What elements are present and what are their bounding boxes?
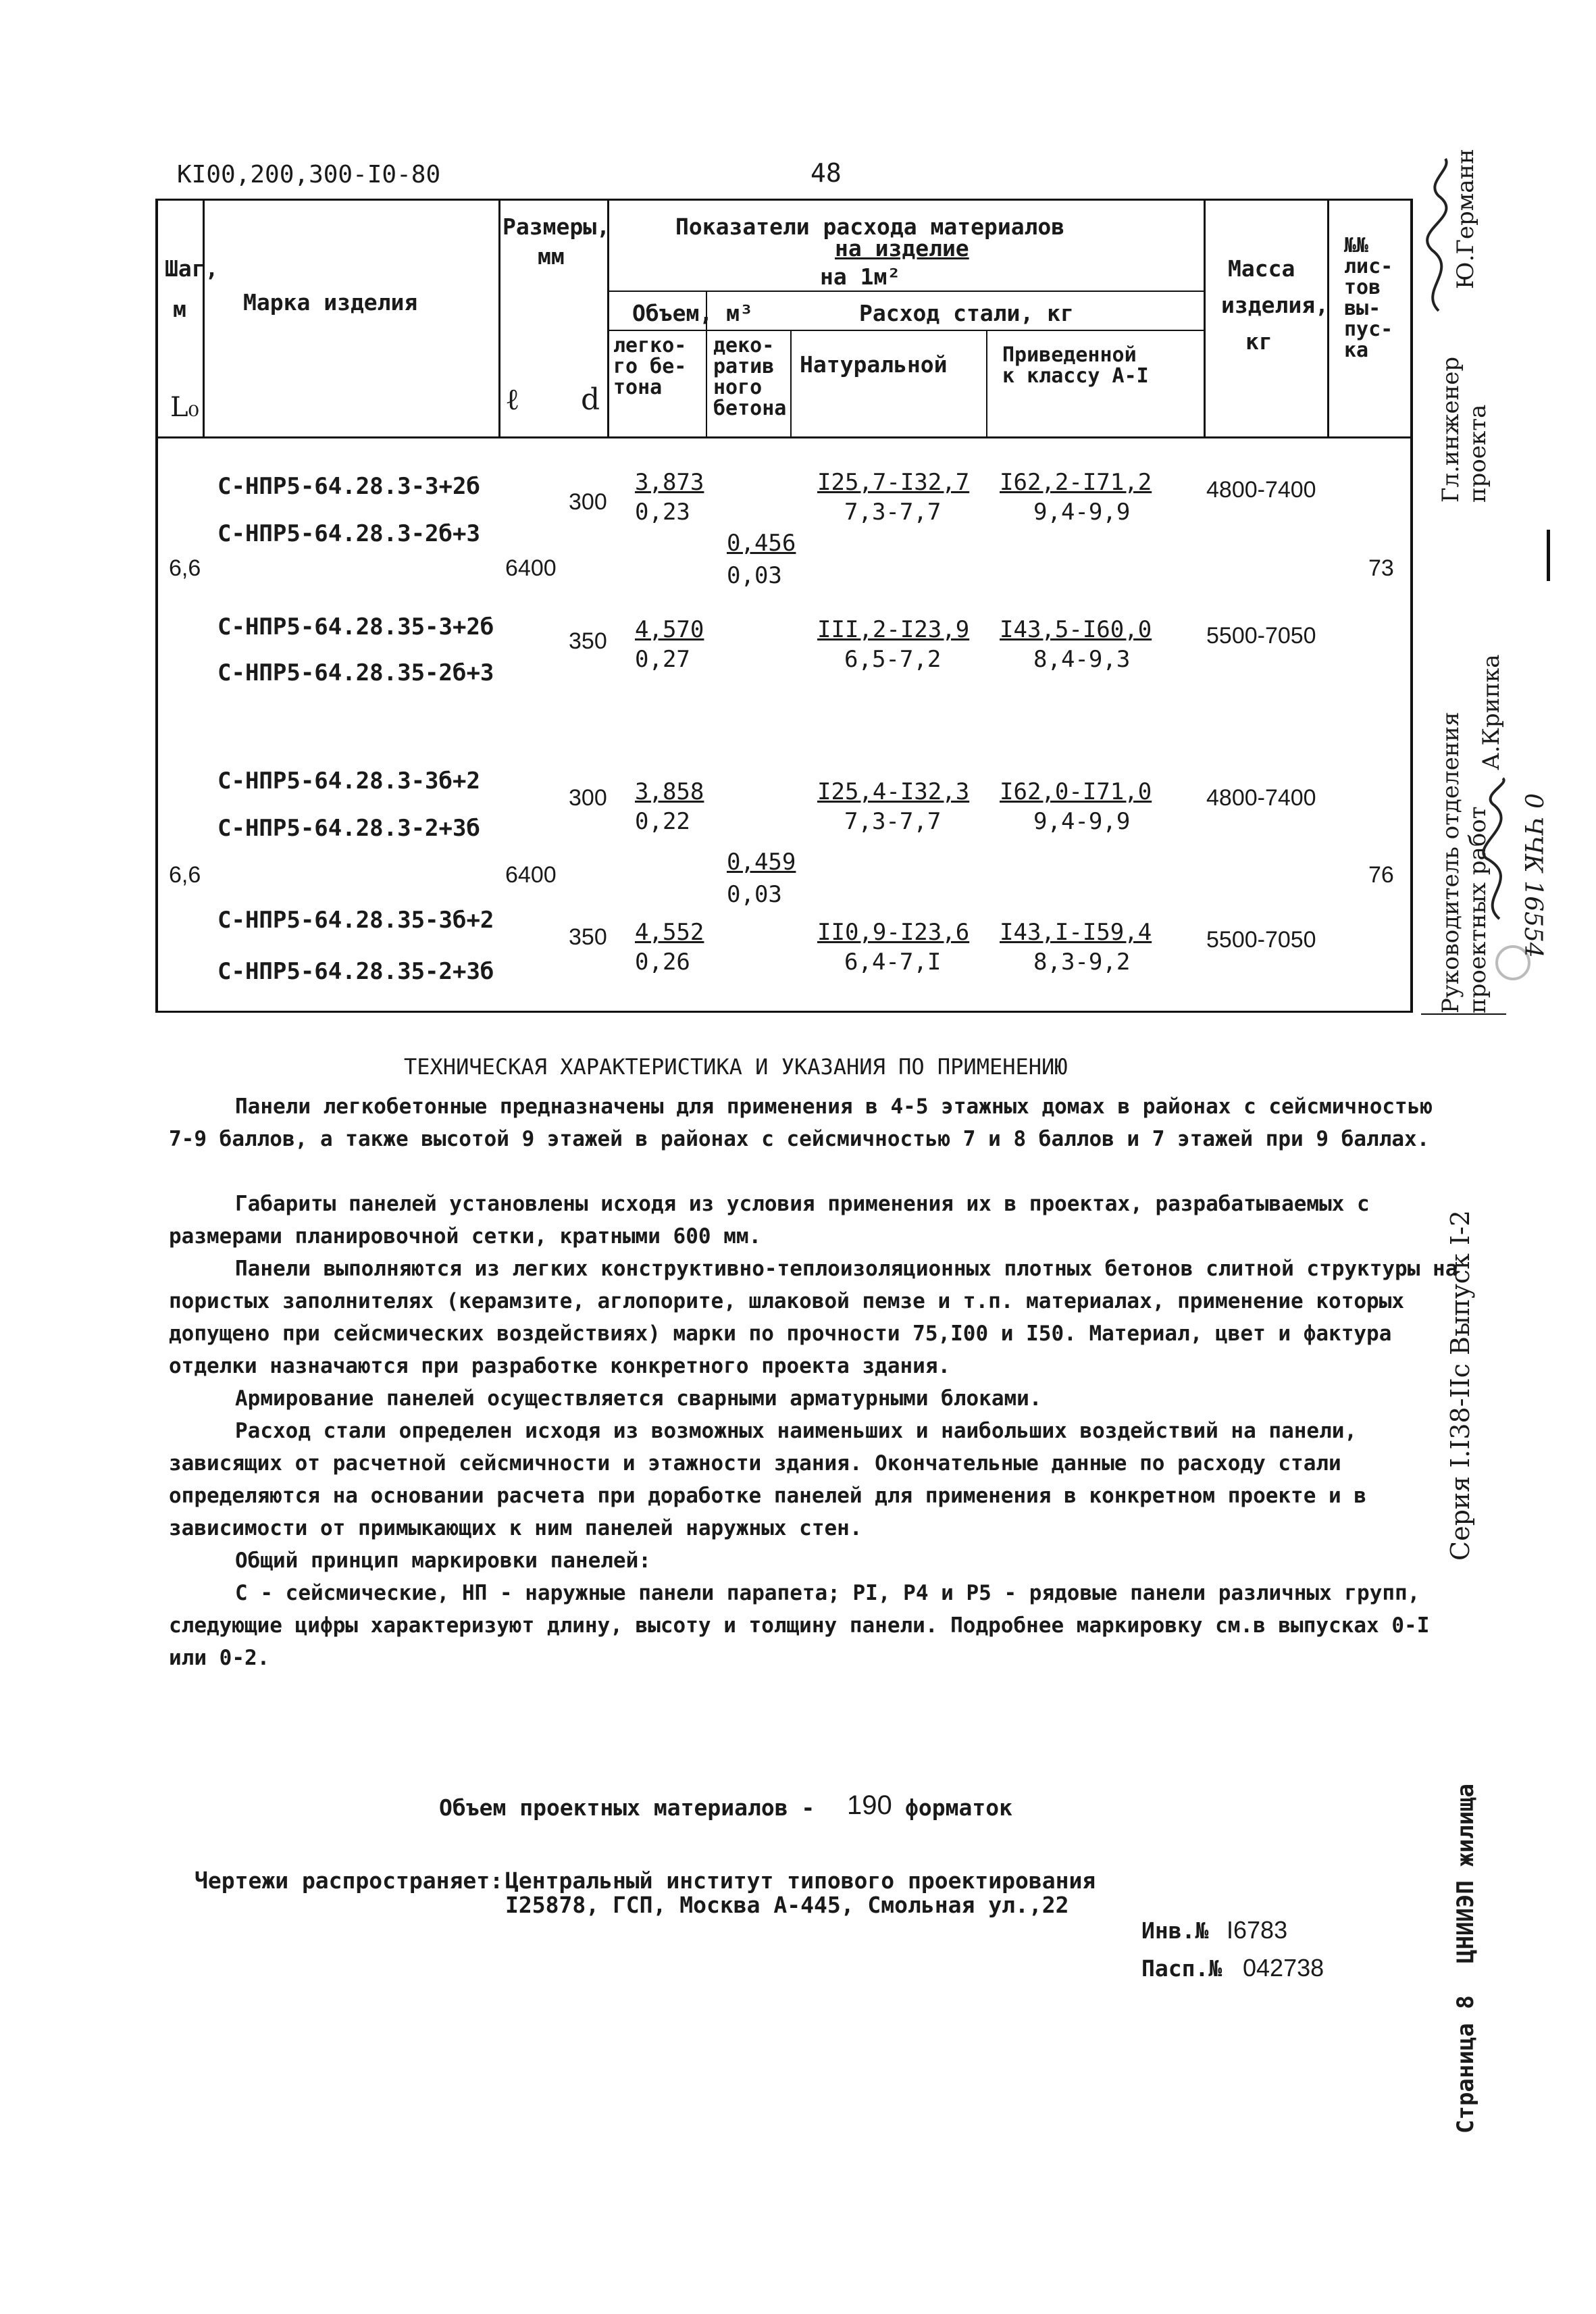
org-name: ЦНИИЭП жилища [1452, 1783, 1479, 1963]
thickness: 300 [569, 489, 607, 515]
steel-reduced: I62,2-I71,2 [1000, 469, 1152, 496]
step-value: 6,6 [169, 555, 201, 581]
sheet-number: 76 [1368, 862, 1394, 888]
inv-value: I6783 [1227, 1916, 1288, 1944]
paragraph: Расход стали определен исходя из возможных наименьших и наибольших воздействий на панели, зависящих от расчетной сейсмичности и этажности здания. Окончательные данные по расходу стали определяются на основании расчета при доработке панелей для применения в конкретном проекте и в зависимости от примыкающих к ним панелей наружных стен. [169, 1419, 1367, 1540]
paragraph: Панели легкобетонные предназначены для применения в 4-5 этажных домах в районах с сейсмичностью 7-9 баллов, а также высотой 9 этажей в районах с сейсмичностью 7 и 8 баллов и 7 этажей при 9 баллах. [169, 1095, 1433, 1151]
paragraph: Габариты панелей установлены исходя из условия применения их в проектах, разрабатываемых с размерами планировочной сетки, кратными 600 мм. [169, 1192, 1370, 1249]
steel-natural: III,2-I23,9 [817, 616, 970, 643]
steel-natural: II0,9-I23,6 [817, 919, 970, 946]
product-mark: С-НПР5-64.28.3-2+3б [217, 815, 480, 842]
paragraph: С - сейсмические, НП - наружные панели парапета; PI, P4 и P5 - рядовые панели различных групп, следующие цифры характеризуют длину, высоту и толщину панели. Подробнее маркировку см.в выпусках 0-I или 0-2. [169, 1581, 1430, 1670]
volume-header: Объем, м³ [632, 300, 753, 326]
sheets-header-3: тов [1344, 276, 1381, 299]
light-volume: 4,570 [635, 616, 704, 643]
step-label: Шаг, [165, 255, 219, 282]
paragraph: Армирование панелей осуществляется сварными арматурными блоками. [235, 1386, 1042, 1411]
steel-natural-per-m2: 6,5-7,2 [844, 646, 942, 673]
sheets-header-1: №№ [1344, 234, 1369, 257]
thickness: 350 [569, 628, 607, 654]
light-concrete-3: тона [613, 376, 663, 399]
light-per-m2: 0,23 [635, 499, 690, 526]
mass-header-1: Масса [1228, 255, 1295, 282]
per-product: на изделие [835, 235, 969, 261]
length-value: 6400 [505, 862, 557, 888]
step-unit: м [173, 296, 186, 322]
dims-header: Размеры, [503, 213, 610, 240]
steel-natural: I25,4-I32,3 [817, 778, 970, 805]
step-value: 6,6 [169, 862, 201, 888]
dec-per-m2: 0,03 [727, 562, 782, 589]
dec-concrete-1: деко- [713, 334, 775, 357]
page-label: Страница 8 [1452, 1995, 1479, 2134]
section-title: ТЕХНИЧЕСКАЯ ХАРАКТЕРИСТИКА И УКАЗАНИЯ ПО ПРИМЕНЕНИЮ [404, 1054, 1068, 1080]
mass: 5500-7050 [1206, 927, 1316, 953]
reduced-header-1: Приведенной [1002, 343, 1137, 367]
steel-reduced-per-m2: 9,4-9,9 [1033, 808, 1131, 835]
dec-concrete-3: ного [713, 376, 763, 399]
page-number: 48 [810, 158, 842, 188]
paragraph: Панели выполняются из легких конструктивно-теплоизоляционных плотных бетонов слитной структуры на пористых заполнителях (керамзите, аглопорите, шлаковой пемзе и т.п. материалах, применение которых допущено при сейсмических воздействиях) марки по прочности 75,I00 и I50. Материал, цвет и фактура отделки назначаются при разработке конкретного проекта здания. [169, 1257, 1458, 1378]
product-mark: С-НПР5-64.28.35-2б+3 [217, 659, 494, 686]
steel-reduced-per-m2: 8,4-9,3 [1033, 646, 1131, 673]
thickness: 300 [569, 785, 607, 811]
per-m2: на 1м² [820, 263, 901, 290]
paragraph: Общий принцип маркировки панелей: [235, 1549, 651, 1573]
volume-value: 190 [847, 1790, 892, 1820]
dec-concrete-4: бетона [713, 397, 787, 420]
sheets-header-2: лис- [1344, 255, 1393, 278]
head-name: А.Крипка [1478, 654, 1505, 770]
reduced-header-2: к классу А-I [1002, 364, 1149, 388]
mass: 4800-7400 [1206, 477, 1316, 503]
mark-header: Марка изделия [243, 289, 418, 316]
sheet-number: 73 [1368, 555, 1394, 581]
product-mark: С-НПР5-64.28.35-2+3б [217, 958, 494, 985]
head-dept: Руководитель отделения проектных работ [1437, 711, 1491, 1013]
steel-natural-per-m2: 6,4-7,I [844, 949, 942, 976]
product-mark: С-НПР5-64.28.35-3+2б [217, 613, 494, 640]
steel-natural: I25,7-I32,7 [817, 469, 970, 496]
mass: 4800-7400 [1206, 785, 1316, 811]
steel-reduced-per-m2: 9,4-9,9 [1033, 499, 1131, 526]
pass-value: 042738 [1243, 1954, 1324, 1982]
signature [1472, 777, 1526, 926]
dec-volume: 0,459 [727, 849, 796, 876]
light-per-m2: 0,27 [635, 646, 690, 673]
length-value: 6400 [505, 555, 557, 581]
steel-reduced: I43,I-I59,4 [1000, 919, 1152, 946]
light-per-m2: 0,26 [635, 949, 690, 976]
volume-unit: форматок [905, 1794, 1012, 1821]
inv-label: Инв.№ [1141, 1917, 1209, 1944]
sheets-header-5: пус- [1344, 318, 1393, 341]
steel-reduced-per-m2: 8,3-9,2 [1033, 949, 1131, 976]
pass-label: Пасп.№ [1141, 1955, 1222, 1982]
product-mark: С-НПР5-64.28.3-2б+3 [217, 520, 480, 547]
series-label: Серия I.I38-IIс Выпуск I-2 [1445, 1210, 1475, 1561]
light-volume: 4,552 [635, 919, 704, 946]
document-code: КI00,200,300-I0-80 [177, 161, 441, 188]
steel-reduced: I43,5-I60,0 [1000, 616, 1152, 643]
steel-natural-per-m2: 7,3-7,7 [844, 499, 942, 526]
mass-header-3: кг [1245, 328, 1272, 355]
distributor-line1: Центральный институт типового проектирования [505, 1867, 1096, 1894]
indicators-header: Показатели расхода материалов [675, 213, 1065, 240]
thickness: 350 [569, 924, 607, 950]
mass: 5500-7050 [1206, 623, 1316, 649]
steel-header: Расход стали, кг [859, 300, 1074, 326]
distributor-line2: I25878, ГСП, Москва А-445, Смольная ул.,22 [505, 1892, 1069, 1918]
l-symbol: ℓ [505, 382, 520, 417]
steel-reduced: I62,0-I71,0 [1000, 778, 1152, 805]
mass-header-2: изделия, [1221, 292, 1329, 318]
signature [1412, 155, 1472, 318]
light-concrete-1: легко- [613, 334, 687, 357]
sheets-header-4: вы- [1344, 297, 1381, 320]
distributor-label: Чертежи распространяет: [195, 1867, 503, 1894]
sheets-header-6: ка [1344, 338, 1369, 362]
step-symbol: L₀ [170, 392, 199, 423]
dec-concrete-2: ратив [713, 355, 775, 378]
natural-header: Натуральной [800, 351, 948, 378]
handwritten-note: 0 ЧЧК 16554 [1519, 793, 1547, 958]
light-volume: 3,873 [635, 469, 704, 496]
mark-bar [1547, 530, 1550, 581]
dec-volume: 0,456 [727, 530, 796, 557]
light-per-m2: 0,22 [635, 808, 690, 835]
d-symbol: d [581, 382, 600, 417]
steel-natural-per-m2: 7,3-7,7 [844, 808, 942, 835]
dims-unit: мм [538, 243, 565, 270]
product-mark: С-НПР5-64.28.3-3б+2 [217, 768, 480, 795]
product-mark: С-НПР5-64.28.35-3б+2 [217, 907, 494, 934]
dec-per-m2: 0,03 [727, 881, 782, 908]
product-mark: С-НПР5-64.28.3-3+2б [217, 473, 480, 500]
light-volume: 3,858 [635, 778, 704, 805]
light-concrete-2: го бе- [613, 355, 687, 378]
volume-label: Объем проектных материалов - [439, 1794, 815, 1821]
chief-engineer: Гл.инженер проекта [1437, 356, 1491, 503]
chief-name: Ю.Германн [1452, 149, 1479, 289]
